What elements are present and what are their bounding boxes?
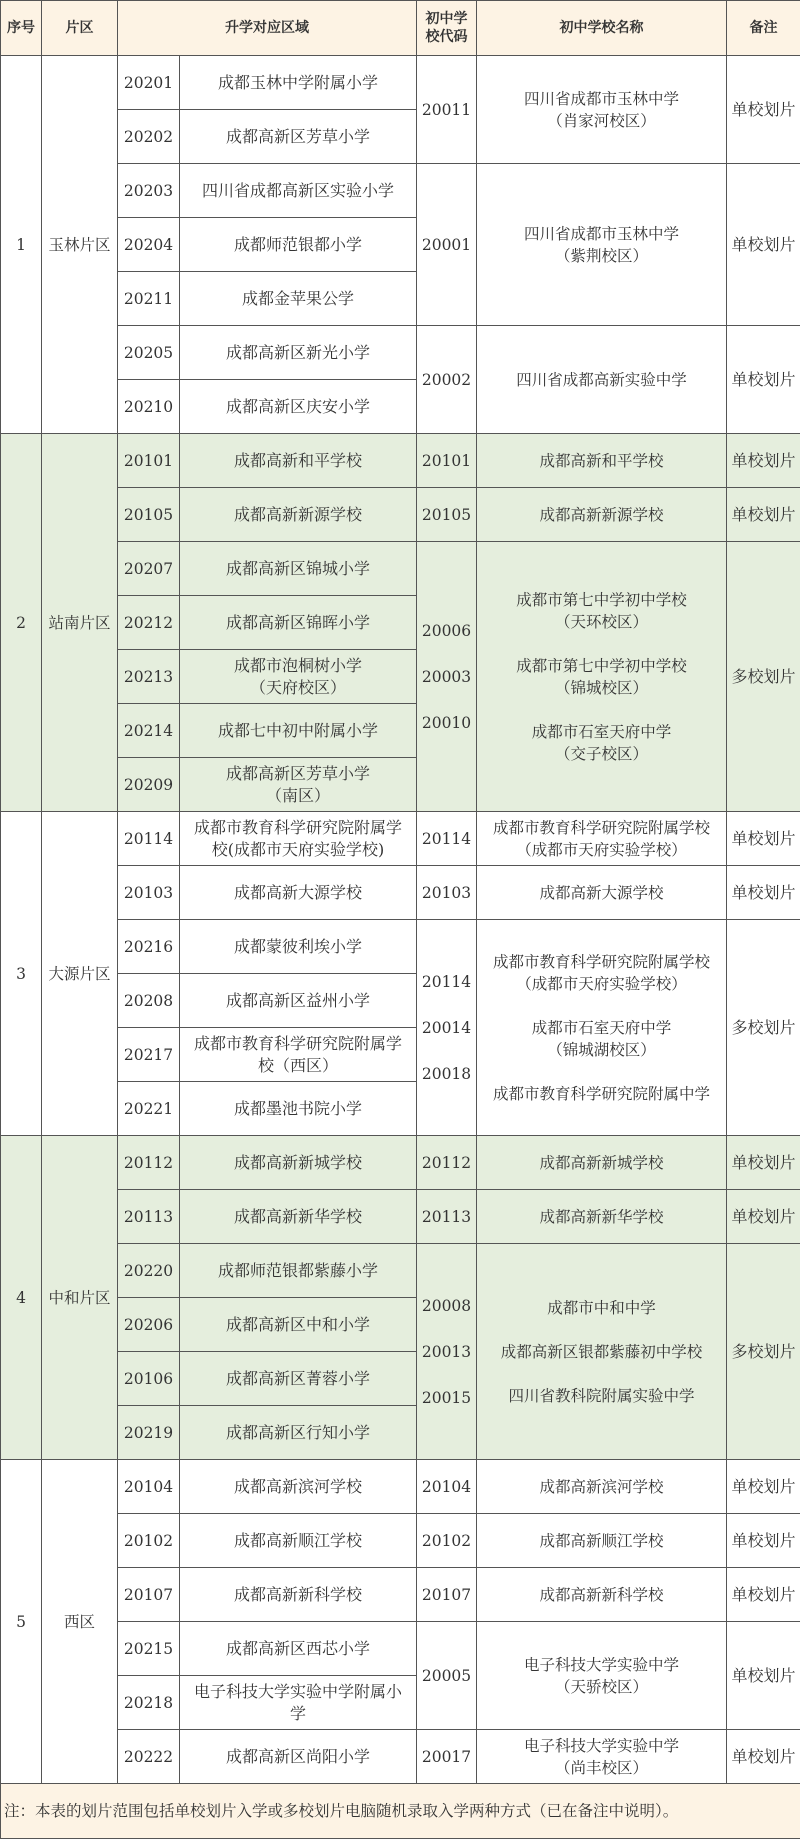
primary-school-cell bbox=[180, 1568, 417, 1622]
primary-school-name-line: 成都市教育科学研究院附属学 bbox=[193, 1033, 402, 1053]
code-spacer bbox=[419, 688, 474, 712]
district-cell: 西区 bbox=[42, 1460, 118, 1784]
middle-school-cell bbox=[477, 56, 727, 164]
middle-school-code: 20010 bbox=[421, 713, 472, 732]
middle-school-name-line: （锦城校区） bbox=[554, 678, 648, 697]
table-row bbox=[1, 1190, 800, 1244]
middle-code-cell bbox=[417, 1568, 477, 1622]
middle-school-name-line: （成都市天府实验学校） bbox=[516, 974, 687, 993]
primary-school-cell bbox=[180, 1406, 417, 1460]
primary-school-name-line: 成都高新大源学校 bbox=[233, 882, 362, 902]
remark-cell: 单校划片 bbox=[727, 1622, 800, 1730]
middle-school-code: 20105 bbox=[421, 505, 472, 524]
primary-school-name-line: 成都师范银都紫藤小学 bbox=[217, 1260, 378, 1280]
primary-code-cell: 20106 bbox=[118, 1352, 180, 1406]
middle-code-cell bbox=[417, 1730, 477, 1784]
middle-school-name-line: 成都市第七中学初中学校 bbox=[516, 656, 687, 675]
primary-school-name-line: （南区） bbox=[265, 785, 330, 805]
primary-school-name-line: 成都高新区行知小学 bbox=[225, 1422, 370, 1442]
middle-school-name-line: 成都市石室天府中学 bbox=[531, 1018, 672, 1037]
middle-school-code: 20008 bbox=[421, 1296, 472, 1315]
primary-code-cell: 20215 bbox=[118, 1622, 180, 1676]
primary-code-cell: 20216 bbox=[118, 920, 180, 974]
remark-cell: 单校划片 bbox=[727, 1460, 800, 1514]
header-row bbox=[1, 1, 800, 56]
middle-school-name-line: 四川省成都市玉林中学 bbox=[523, 89, 679, 108]
primary-code-cell: 20204 bbox=[118, 218, 180, 272]
header-code-line-2: 校代码 bbox=[425, 29, 468, 45]
primary-school-cell bbox=[180, 974, 417, 1028]
remark-cell: 单校划片 bbox=[727, 1190, 800, 1244]
primary-school-name-line: 成都墨池书院小学 bbox=[233, 1098, 362, 1118]
middle-school-name-line: （天骄校区） bbox=[554, 1677, 648, 1696]
primary-code-cell: 20205 bbox=[118, 326, 180, 380]
middle-school-name-line: （锦城湖校区） bbox=[547, 1040, 656, 1059]
middle-school-code: 20103 bbox=[421, 883, 472, 902]
primary-school-name-line: 成都高新区芳草小学 bbox=[225, 126, 370, 146]
primary-school-cell bbox=[180, 704, 417, 758]
remark-cell: 多校划片 bbox=[727, 1244, 800, 1460]
primary-school-cell bbox=[180, 1622, 417, 1676]
table-row bbox=[1, 56, 800, 110]
middle-school-code: 20011 bbox=[421, 100, 472, 119]
middle-school-name-line: 成都高新新源学校 bbox=[539, 505, 664, 524]
middle-school-code: 20017 bbox=[421, 1747, 472, 1766]
table-row bbox=[1, 434, 800, 488]
middle-school-name-line: 成都高新新城学校 bbox=[539, 1153, 664, 1172]
district-cell: 玉林片区 bbox=[42, 56, 118, 434]
district-cell: 站南片区 bbox=[42, 434, 118, 812]
seq-cell: 5 bbox=[1, 1460, 42, 1784]
remark-cell: 单校划片 bbox=[727, 1514, 800, 1568]
primary-school-cell bbox=[180, 1082, 417, 1136]
primary-code-cell: 20210 bbox=[118, 380, 180, 434]
middle-school-name-line: 成都高新新华学校 bbox=[539, 1207, 664, 1226]
middle-code-cell bbox=[417, 326, 477, 434]
primary-school-cell bbox=[180, 1298, 417, 1352]
middle-code-cell bbox=[417, 1190, 477, 1244]
middle-school-name-line: （交子校区） bbox=[554, 744, 648, 763]
primary-school-name-line: 成都高新新华学校 bbox=[233, 1206, 362, 1226]
middle-code-cell bbox=[417, 164, 477, 326]
primary-code-cell: 20209 bbox=[118, 758, 180, 812]
name-spacer bbox=[479, 699, 724, 721]
primary-code-cell: 20201 bbox=[118, 56, 180, 110]
name-spacer bbox=[479, 633, 724, 655]
middle-school-cell bbox=[477, 1244, 727, 1460]
middle-school-cell bbox=[477, 812, 727, 866]
primary-code-cell: 20203 bbox=[118, 164, 180, 218]
table-row bbox=[1, 812, 800, 866]
primary-school-name-line: 成都玉林中学附属小学 bbox=[217, 72, 378, 92]
name-spacer bbox=[479, 1319, 724, 1341]
header-seq: 序号 bbox=[1, 1, 42, 56]
remark-cell: 单校划片 bbox=[727, 56, 800, 164]
primary-school-name-line: 成都高新区西芯小学 bbox=[225, 1638, 370, 1658]
middle-school-name-line: （肖家河校区） bbox=[547, 111, 656, 130]
primary-school-name-line: 电子科技大学实验中学附属小 bbox=[193, 1681, 402, 1701]
primary-school-name-line: 成都高新区新光小学 bbox=[225, 342, 370, 362]
middle-school-code: 20013 bbox=[421, 1342, 472, 1361]
seq-cell: 2 bbox=[1, 434, 42, 812]
middle-school-cell bbox=[477, 488, 727, 542]
middle-school-cell bbox=[477, 1514, 727, 1568]
primary-school-name-line: 成都高新区庆安小学 bbox=[225, 396, 370, 416]
middle-school-cell bbox=[477, 920, 727, 1136]
primary-school-cell bbox=[180, 866, 417, 920]
middle-school-name-line: （成都市天府实验学校） bbox=[516, 840, 687, 859]
primary-code-cell: 20102 bbox=[118, 1514, 180, 1568]
table-row bbox=[1, 866, 800, 920]
district-group bbox=[1, 1136, 800, 1460]
primary-school-name-line: 校(成都市天府实验学校) bbox=[211, 839, 385, 859]
primary-code-cell: 20208 bbox=[118, 974, 180, 1028]
table-row bbox=[1, 1568, 800, 1622]
primary-school-name-line: （天府校区） bbox=[249, 677, 346, 697]
primary-school-name-line: 成都高新新科学校 bbox=[233, 1584, 362, 1604]
middle-school-cell bbox=[477, 1460, 727, 1514]
primary-school-cell bbox=[180, 1136, 417, 1190]
middle-school-name-line: 成都市石室天府中学 bbox=[531, 722, 672, 741]
primary-code-cell: 20207 bbox=[118, 542, 180, 596]
table-row bbox=[1, 542, 800, 596]
middle-school-code: 20015 bbox=[421, 1388, 472, 1407]
primary-school-name-line: 成都高新区菁蓉小学 bbox=[225, 1368, 370, 1388]
table-row bbox=[1, 920, 800, 974]
district-group bbox=[1, 434, 800, 812]
middle-school-name-line: 成都高新顺江学校 bbox=[539, 1531, 664, 1550]
primary-school-cell bbox=[180, 164, 417, 218]
district-cell: 中和片区 bbox=[42, 1136, 118, 1460]
middle-code-cell bbox=[417, 434, 477, 488]
primary-school-name-line: 成都高新区中和小学 bbox=[225, 1314, 370, 1334]
remark-cell: 单校划片 bbox=[727, 812, 800, 866]
primary-school-cell bbox=[180, 812, 417, 866]
middle-code-cell bbox=[417, 542, 477, 812]
middle-code-cell bbox=[417, 1244, 477, 1460]
primary-school-cell bbox=[180, 326, 417, 380]
middle-code-cell bbox=[417, 56, 477, 164]
table-note: 注：本表的划片范围包括单校划片入学或多校划片电脑随机录取入学两种方式（已在备注中说明）。 bbox=[1, 1784, 800, 1839]
primary-school-cell bbox=[180, 920, 417, 974]
middle-school-name-line: 成都高新新科学校 bbox=[539, 1585, 664, 1604]
remark-cell: 单校划片 bbox=[727, 1136, 800, 1190]
primary-school-name-line: 校（西区） bbox=[257, 1055, 338, 1075]
middle-school-cell bbox=[477, 1730, 727, 1784]
primary-school-cell bbox=[180, 1244, 417, 1298]
primary-school-cell bbox=[180, 380, 417, 434]
primary-school-cell bbox=[180, 1676, 417, 1730]
remark-cell: 单校划片 bbox=[727, 326, 800, 434]
primary-school-name-line: 成都金苹果公学 bbox=[241, 288, 354, 308]
primary-school-name-line: 成都高新区锦晖小学 bbox=[225, 612, 370, 632]
primary-school-cell bbox=[180, 272, 417, 326]
middle-school-name-line: 成都高新滨河学校 bbox=[539, 1477, 664, 1496]
primary-school-name-line: 成都七中初中附属小学 bbox=[217, 720, 378, 740]
middle-school-name-line: 四川省教科院附属实验中学 bbox=[508, 1386, 695, 1405]
primary-school-name-line: 成都师范银都小学 bbox=[233, 234, 362, 254]
district-cell: 大源片区 bbox=[42, 812, 118, 1136]
middle-school-code: 20112 bbox=[421, 1153, 472, 1172]
primary-school-cell bbox=[180, 1514, 417, 1568]
primary-code-cell: 20218 bbox=[118, 1676, 180, 1730]
remark-cell: 多校划片 bbox=[727, 542, 800, 812]
table-row bbox=[1, 1244, 800, 1298]
middle-school-cell bbox=[477, 1568, 727, 1622]
middle-school-name-line: 成都市教育科学研究院附属学校 bbox=[492, 952, 710, 971]
seq-cell: 1 bbox=[1, 56, 42, 434]
primary-school-cell bbox=[180, 542, 417, 596]
primary-school-name-line: 成都高新区锦城小学 bbox=[225, 558, 370, 578]
header-remark: 备注 bbox=[727, 1, 800, 56]
name-spacer bbox=[479, 1061, 724, 1083]
middle-school-cell bbox=[477, 866, 727, 920]
primary-code-cell: 20217 bbox=[118, 1028, 180, 1082]
middle-school-cell bbox=[477, 164, 727, 326]
middle-school-name-line: （紫荆校区） bbox=[554, 246, 648, 265]
primary-school-cell bbox=[180, 218, 417, 272]
seq-cell: 4 bbox=[1, 1136, 42, 1460]
code-spacer bbox=[419, 1039, 474, 1063]
remark-cell: 单校划片 bbox=[727, 164, 800, 326]
middle-school-code: 20006 bbox=[421, 621, 472, 640]
primary-school-cell bbox=[180, 1730, 417, 1784]
primary-school-cell bbox=[180, 434, 417, 488]
middle-code-cell bbox=[417, 866, 477, 920]
primary-school-cell bbox=[180, 1190, 417, 1244]
primary-code-cell: 20202 bbox=[118, 110, 180, 164]
remark-cell: 单校划片 bbox=[727, 1568, 800, 1622]
table-row bbox=[1, 1460, 800, 1514]
primary-code-cell: 20105 bbox=[118, 488, 180, 542]
middle-code-cell bbox=[417, 812, 477, 866]
middle-code-cell bbox=[417, 488, 477, 542]
middle-school-name-line: 成都市教育科学研究院附属中学 bbox=[492, 1084, 710, 1103]
primary-school-name-line: 成都高新新城学校 bbox=[233, 1152, 362, 1172]
name-spacer bbox=[479, 1363, 724, 1385]
header-code bbox=[417, 1, 477, 56]
code-spacer bbox=[419, 993, 474, 1017]
middle-school-name-line: 成都市第七中学初中学校 bbox=[516, 590, 687, 609]
primary-code-cell: 20221 bbox=[118, 1082, 180, 1136]
primary-school-name-line: 成都市泡桐树小学 bbox=[233, 655, 362, 675]
middle-school-name-line: （天环校区） bbox=[554, 612, 648, 631]
middle-school-code: 20101 bbox=[421, 451, 472, 470]
middle-school-cell bbox=[477, 1136, 727, 1190]
middle-school-name-line: 四川省成都高新实验中学 bbox=[516, 370, 687, 389]
table-row bbox=[1, 1514, 800, 1568]
district-group bbox=[1, 812, 800, 1136]
primary-code-cell: 20222 bbox=[118, 1730, 180, 1784]
middle-school-name-line: 成都市教育科学研究院附属学校 bbox=[492, 818, 710, 837]
primary-code-cell: 20114 bbox=[118, 812, 180, 866]
district-group bbox=[1, 1460, 800, 1784]
primary-school-cell bbox=[180, 110, 417, 164]
middle-school-cell bbox=[477, 1190, 727, 1244]
middle-school-code: 20002 bbox=[421, 370, 472, 389]
middle-school-code: 20014 bbox=[421, 1018, 472, 1037]
district-group bbox=[1, 56, 800, 434]
middle-school-code: 20114 bbox=[421, 972, 472, 991]
primary-code-cell: 20213 bbox=[118, 650, 180, 704]
middle-school-code: 20001 bbox=[421, 235, 472, 254]
middle-school-name-line: 电子科技大学实验中学 bbox=[523, 1736, 679, 1755]
primary-code-cell: 20211 bbox=[118, 272, 180, 326]
header-area: 升学对应区域 bbox=[118, 1, 417, 56]
name-spacer bbox=[479, 995, 724, 1017]
middle-code-cell bbox=[417, 1622, 477, 1730]
primary-school-name-line: 成都高新滨河学校 bbox=[233, 1476, 362, 1496]
primary-school-cell bbox=[180, 596, 417, 650]
middle-school-cell bbox=[477, 326, 727, 434]
middle-school-code: 20114 bbox=[421, 829, 472, 848]
header-district: 片区 bbox=[42, 1, 118, 56]
primary-school-name-line: 成都高新顺江学校 bbox=[233, 1530, 362, 1550]
primary-code-cell: 20103 bbox=[118, 866, 180, 920]
middle-school-code: 20113 bbox=[421, 1207, 472, 1226]
primary-school-name-line: 成都蒙彼利埃小学 bbox=[233, 936, 362, 956]
primary-code-cell: 20112 bbox=[118, 1136, 180, 1190]
primary-school-name-line: 成都高新新源学校 bbox=[233, 504, 362, 524]
remark-cell: 单校划片 bbox=[727, 434, 800, 488]
code-spacer bbox=[419, 642, 474, 666]
code-spacer bbox=[419, 1317, 474, 1341]
middle-school-code: 20018 bbox=[421, 1064, 472, 1083]
note-row bbox=[1, 1784, 800, 1839]
primary-school-name-line: 四川省成都高新区实验小学 bbox=[201, 180, 394, 200]
primary-school-cell bbox=[180, 56, 417, 110]
primary-school-cell bbox=[180, 488, 417, 542]
table-row bbox=[1, 326, 800, 380]
primary-school-cell bbox=[180, 758, 417, 812]
primary-code-cell: 20206 bbox=[118, 1298, 180, 1352]
middle-school-name-line: 四川省成都市玉林中学 bbox=[523, 224, 679, 243]
table-row bbox=[1, 488, 800, 542]
remark-cell: 多校划片 bbox=[727, 920, 800, 1136]
middle-school-name-line: （尚丰校区） bbox=[554, 1758, 648, 1777]
table-row bbox=[1, 164, 800, 218]
middle-school-cell bbox=[477, 1622, 727, 1730]
table-row bbox=[1, 1730, 800, 1784]
primary-code-cell: 20212 bbox=[118, 596, 180, 650]
primary-school-name-line: 成都市教育科学研究院附属学 bbox=[193, 817, 402, 837]
middle-school-name-line: 成都高新区银都紫藤初中学校 bbox=[500, 1342, 703, 1361]
primary-code-cell: 20219 bbox=[118, 1406, 180, 1460]
middle-code-cell bbox=[417, 1514, 477, 1568]
middle-school-code: 20104 bbox=[421, 1477, 472, 1496]
middle-school-code: 20005 bbox=[421, 1666, 472, 1685]
primary-code-cell: 20104 bbox=[118, 1460, 180, 1514]
middle-school-code: 20107 bbox=[421, 1585, 472, 1604]
header-code-line-1: 初中学 bbox=[425, 11, 468, 27]
middle-school-code: 20003 bbox=[421, 667, 472, 686]
middle-school-cell bbox=[477, 434, 727, 488]
middle-school-name-line: 电子科技大学实验中学 bbox=[523, 1655, 679, 1674]
middle-code-cell bbox=[417, 1136, 477, 1190]
middle-code-cell bbox=[417, 920, 477, 1136]
middle-school-name-line: 成都高新大源学校 bbox=[539, 883, 664, 902]
middle-school-cell bbox=[477, 542, 727, 812]
primary-school-cell bbox=[180, 1460, 417, 1514]
primary-school-cell bbox=[180, 1352, 417, 1406]
primary-school-cell bbox=[180, 650, 417, 704]
primary-code-cell: 20101 bbox=[118, 434, 180, 488]
primary-school-name-line: 成都高新区芳草小学 bbox=[225, 763, 370, 783]
primary-code-cell: 20214 bbox=[118, 704, 180, 758]
table-row bbox=[1, 1136, 800, 1190]
remark-cell: 单校划片 bbox=[727, 866, 800, 920]
primary-school-name-line: 成都高新和平学校 bbox=[233, 450, 362, 470]
seq-cell: 3 bbox=[1, 812, 42, 1136]
remark-cell: 单校划片 bbox=[727, 1730, 800, 1784]
primary-code-cell: 20220 bbox=[118, 1244, 180, 1298]
primary-code-cell: 20113 bbox=[118, 1190, 180, 1244]
primary-school-cell bbox=[180, 1028, 417, 1082]
middle-school-name-line: 成都高新和平学校 bbox=[539, 451, 664, 470]
primary-code-cell: 20107 bbox=[118, 1568, 180, 1622]
middle-school-name-line: 成都市中和中学 bbox=[547, 1298, 656, 1317]
remark-cell: 单校划片 bbox=[727, 488, 800, 542]
primary-school-name-line: 成都高新区尚阳小学 bbox=[225, 1746, 370, 1766]
middle-school-code: 20102 bbox=[421, 1531, 472, 1550]
code-spacer bbox=[419, 1363, 474, 1387]
table-row bbox=[1, 1622, 800, 1676]
primary-school-name-line: 成都高新区益州小学 bbox=[225, 990, 370, 1010]
primary-school-name-line: 学 bbox=[289, 1703, 306, 1723]
middle-code-cell bbox=[417, 1460, 477, 1514]
header-middle-name: 初中学校名称 bbox=[477, 1, 727, 56]
